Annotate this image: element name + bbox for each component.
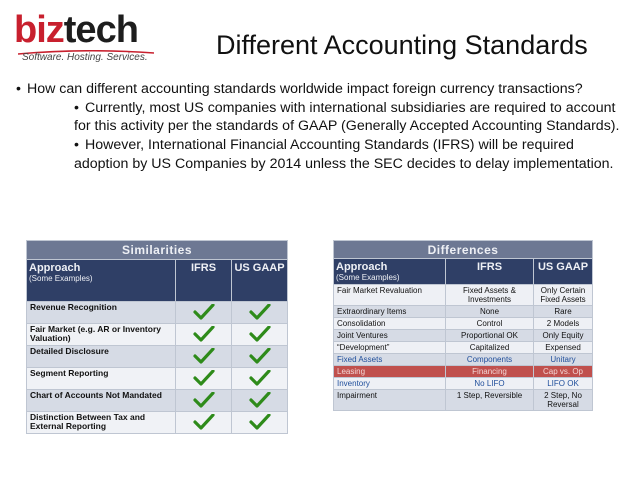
checkmark-icon	[193, 356, 215, 366]
usgaap-cell: Expensed	[534, 342, 593, 354]
table-row	[334, 306, 593, 318]
usgaap-cell: Rare	[534, 306, 593, 318]
similarities-table	[26, 240, 288, 434]
table-row	[27, 302, 288, 324]
bullet-item	[16, 99, 620, 136]
usgaap-cell: Only Certain Fixed Assets	[534, 285, 593, 306]
ifrs-cell	[176, 412, 232, 434]
ifrs-cell	[176, 346, 232, 368]
ifrs-cell	[176, 390, 232, 412]
ifrs-cell: No LIFO	[446, 378, 534, 390]
checkmark-icon	[249, 378, 271, 388]
row-label: Revenue Recognition	[27, 302, 176, 324]
row-label: Impairment	[334, 390, 446, 411]
sim-col-approach: Approach (Some Examples)	[27, 260, 176, 302]
table-row	[27, 390, 288, 412]
ifrs-cell	[176, 368, 232, 390]
usgaap-cell	[232, 368, 288, 390]
table-row	[27, 346, 288, 368]
usgaap-cell	[232, 412, 288, 434]
ifrs-cell: Fixed Assets & Investments	[446, 285, 534, 306]
dif-col-usgaap: US GAAP	[534, 259, 593, 285]
biztech-logo	[14, 10, 164, 70]
ifrs-cell: Capitalized	[446, 342, 534, 354]
table-row	[27, 368, 288, 390]
dif-col-ifrs: IFRS	[446, 259, 534, 285]
usgaap-cell: 2 Models	[534, 318, 593, 330]
table-row	[334, 342, 593, 354]
usgaap-cell: LIFO OK	[534, 378, 593, 390]
checkmark-icon	[249, 312, 271, 322]
bullet-dot-icon: •	[16, 81, 21, 97]
ifrs-cell: Financing	[446, 366, 534, 378]
bullet-text: Currently, most US companies with international subsidiaries are required to account for this activity per the standards of GAAP (Generally Accepted Accounting Standards).	[74, 99, 620, 135]
bullet-dot-icon: •	[74, 99, 79, 116]
bullet-item	[16, 136, 620, 173]
usgaap-cell	[232, 390, 288, 412]
checkmark-icon	[193, 378, 215, 388]
bullet-text: However, International Financial Accounting Standards (IFRS) will be required adoption by US Companies by 2014 unless the SEC decides to delay implementation.	[74, 137, 614, 172]
usgaap-cell	[232, 302, 288, 324]
bullet-item	[16, 80, 620, 99]
checkmark-icon	[193, 312, 215, 322]
row-label: Detailed Disclosure	[27, 346, 176, 368]
checkmark-icon	[249, 334, 271, 344]
differences-table	[333, 240, 593, 411]
row-label: Consolidation	[334, 318, 446, 330]
bullet-list	[16, 80, 620, 174]
checkmark-icon	[249, 422, 271, 432]
bullet-dot-icon: •	[74, 137, 79, 154]
row-label: Fair Market (e.g. AR or Inventory Valuation)	[27, 324, 176, 346]
checkmark-icon	[193, 334, 215, 344]
row-label: Leasing	[334, 366, 446, 378]
usgaap-cell: 2 Step, No Reversal	[534, 390, 593, 411]
table-row	[334, 366, 593, 378]
usgaap-cell: Unitary	[534, 354, 593, 366]
checkmark-icon	[249, 356, 271, 366]
row-label: Chart of Accounts Not Mandated	[27, 390, 176, 412]
row-label: Fixed Assets	[334, 354, 446, 366]
row-label: Fair Market Revaluation	[334, 285, 446, 306]
ifrs-cell: Control	[446, 318, 534, 330]
checkmark-icon	[193, 422, 215, 432]
slide-title: Different Accounting Standards	[216, 30, 588, 60]
ifrs-cell: 1 Step, Reversible	[446, 390, 534, 411]
table-row	[334, 390, 593, 411]
usgaap-cell: Only Equity	[534, 330, 593, 342]
table-row	[334, 378, 593, 390]
ifrs-cell	[176, 302, 232, 324]
row-label: “Development”	[334, 342, 446, 354]
ifrs-cell	[176, 324, 232, 346]
usgaap-cell: Cap vs. Op	[534, 366, 593, 378]
table-row	[334, 330, 593, 342]
row-label: Joint Ventures	[334, 330, 446, 342]
bullet-text: How can different accounting standards worldwide impact foreign currency transactions?	[26, 81, 583, 97]
table-row	[334, 354, 593, 366]
usgaap-cell	[232, 324, 288, 346]
row-label: Extraordinary Items	[334, 306, 446, 318]
table-row	[334, 285, 593, 306]
logo-wordmark: biztech	[14, 9, 138, 51]
table-row	[334, 318, 593, 330]
table-row	[27, 412, 288, 434]
logo-tagline: Software. Hosting. Services.	[22, 52, 148, 63]
ifrs-cell: Proportional OK	[446, 330, 534, 342]
ifrs-cell: None	[446, 306, 534, 318]
row-label: Distinction Between Tax and External Reporting	[27, 412, 176, 434]
similarities-title: Similarities	[27, 241, 288, 260]
table-row	[27, 324, 288, 346]
differences-title: Differences	[334, 241, 593, 259]
sim-col-ifrs: IFRS	[176, 260, 232, 302]
usgaap-cell	[232, 346, 288, 368]
dif-col-approach: Approach (Some Examples)	[334, 259, 446, 285]
checkmark-icon	[193, 400, 215, 410]
checkmark-icon	[249, 400, 271, 410]
sim-col-usgaap: US GAAP	[232, 260, 288, 302]
ifrs-cell: Components	[446, 354, 534, 366]
row-label: Inventory	[334, 378, 446, 390]
row-label: Segment Reporting	[27, 368, 176, 390]
